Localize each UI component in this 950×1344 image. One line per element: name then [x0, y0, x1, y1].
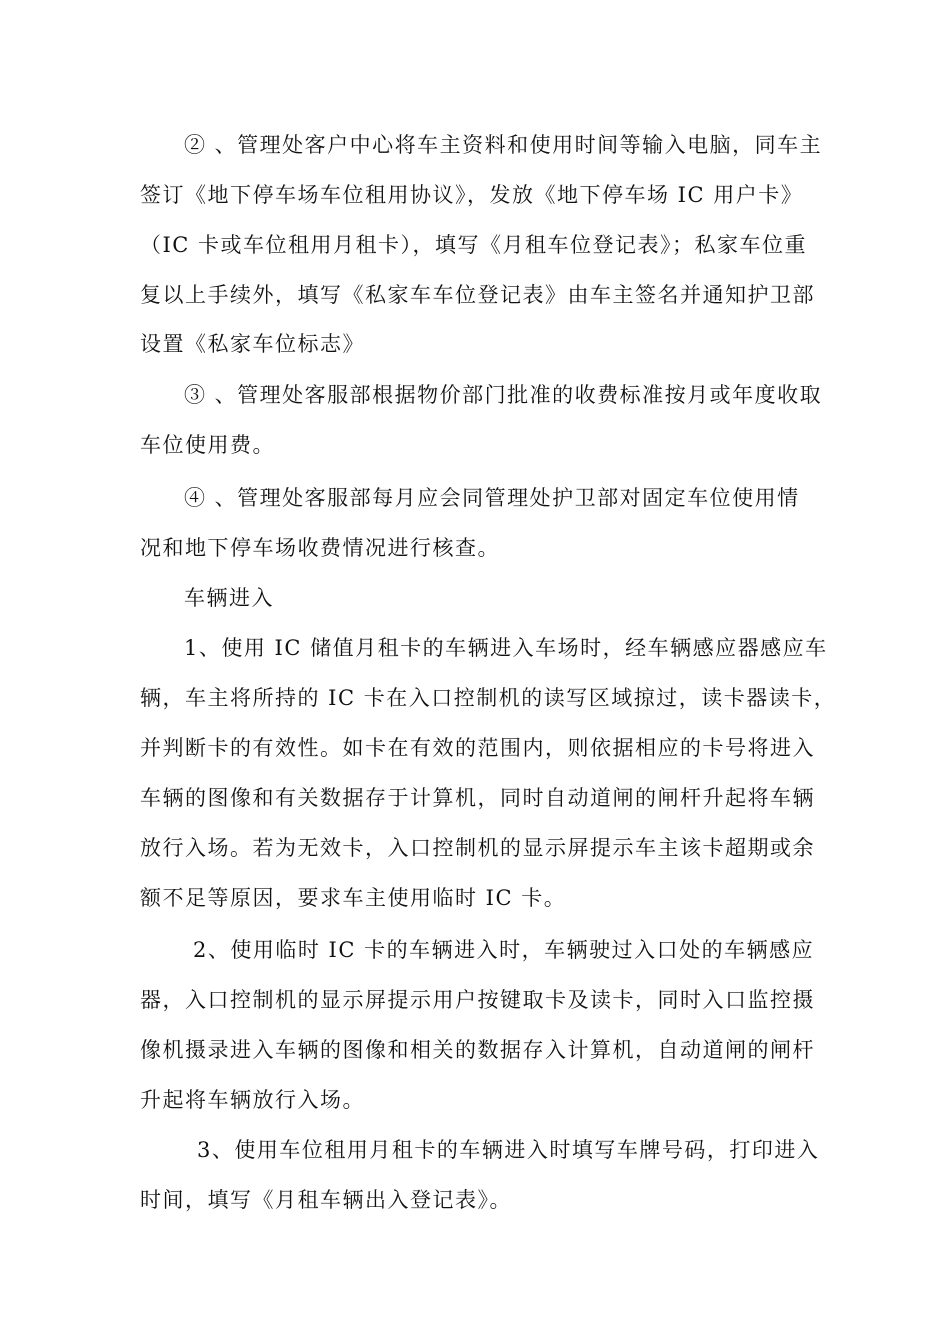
section-heading: 车辆进入: [184, 586, 274, 610]
paragraph-4-line-2: 辆，车主将所持的 IC 卡在入口控制机的读写区域掠过，读卡器读卡，: [140, 686, 837, 710]
paragraph-2-line-1: ③ 、管理处客服部根据物价部门批准的收费标准按月或年度收取: [184, 383, 823, 407]
paragraph-4-line-6: 额不足等原因，要求车主使用临时 IC 卡。: [140, 886, 567, 910]
paragraph-5-line-3: 像机摄录进入车辆的图像和相关的数据存入计算机，自动道闸的闸杆: [140, 1038, 815, 1062]
paragraph-4-line-1: 1、使用 IC 储值月租卡的车辆进入车场时，经车辆感应器感应车: [184, 636, 828, 660]
paragraph-5-line-1: 2、使用临时 IC 卡的车辆进入时，车辆驶过入口处的车辆感应: [193, 938, 815, 962]
paragraph-6-line-2: 时间，填写《月租车辆出入登记表》。: [140, 1188, 512, 1212]
paragraph-2-line-2: 车位使用费。: [140, 433, 275, 457]
paragraph-3-line-2: 况和地下停车场收费情况进行核查。: [140, 536, 500, 560]
paragraph-1-line-5: 设置《私家车位标志》: [140, 332, 365, 356]
paragraph-4-line-3: 并判断卡的有效性。如卡在有效的范围内，则依据相应的卡号将进入: [140, 736, 815, 760]
paragraph-3-line-1: ④ 、管理处客服部每月应会同管理处护卫部对固定车位使用情: [184, 486, 800, 510]
paragraph-5-line-4: 升起将车辆放行入场。: [140, 1088, 365, 1112]
paragraph-1-line-3: （IC 卡或车位租用月租卡），填写《月租车位登记表》；私家车位重: [140, 233, 808, 257]
paragraph-6-line-1: 3、使用车位租用月租卡的车辆进入时填写车牌号码，打印进入: [197, 1138, 820, 1162]
paragraph-1-line-4: 复以上手续外，填写《私家车车位登记表》由车主签名并通知护卫部: [140, 283, 815, 307]
paragraph-1-line-1: ② 、管理处客户中心将车主资料和使用时间等输入电脑，同车主: [184, 133, 823, 157]
paragraph-4-line-5: 放行入场。若为无效卡，入口控制机的显示屏提示车主该卡超期或余: [140, 836, 815, 860]
paragraph-4-line-4: 车辆的图像和有关数据存于计算机，同时自动道闸的闸杆升起将车辆: [140, 786, 815, 810]
paragraph-5-line-2: 器，入口控制机的显示屏提示用户按键取卡及读卡，同时入口监控摄: [140, 988, 815, 1012]
paragraph-1-line-2: 签订《地下停车场车位租用协议》，发放《地下停车场 IC 用户卡》: [140, 183, 804, 207]
